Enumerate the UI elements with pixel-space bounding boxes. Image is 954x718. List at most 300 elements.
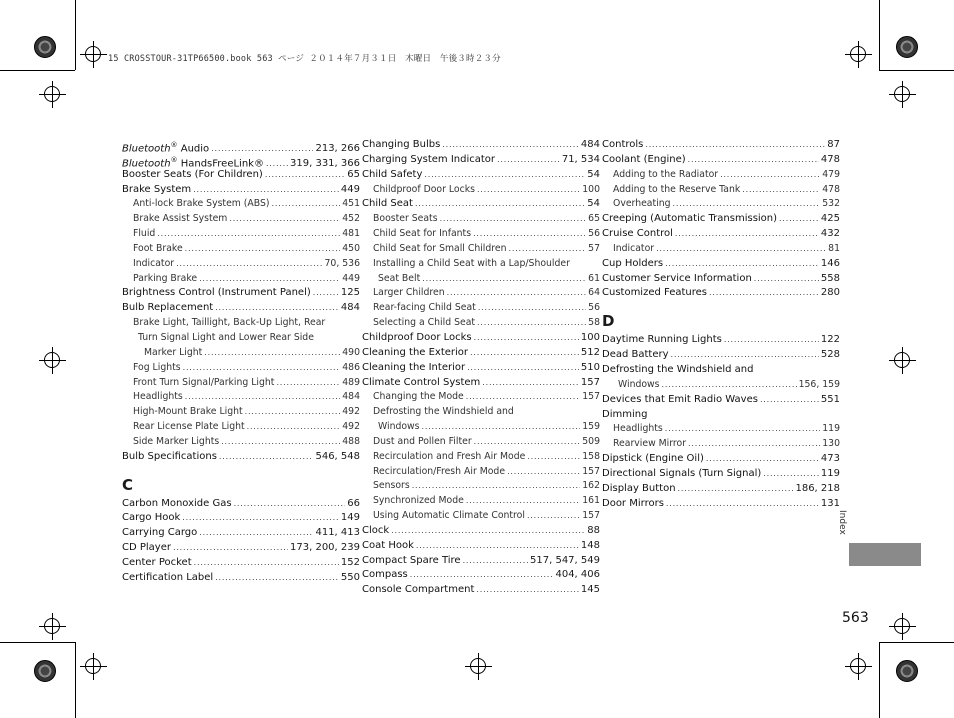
registration-mark-icon bbox=[850, 658, 866, 674]
dot-leader bbox=[706, 452, 819, 467]
registration-mark-icon bbox=[44, 352, 60, 368]
entry-pages: 411, 413 bbox=[315, 527, 360, 539]
entry-pages: 156, 159 bbox=[798, 378, 840, 390]
entry-term: Rear License Plate Light bbox=[133, 421, 245, 433]
color-rosette-icon bbox=[896, 36, 918, 58]
entry-term: Fog Lights bbox=[133, 361, 181, 373]
entry-pages: 146 bbox=[820, 257, 840, 269]
dot-leader bbox=[473, 227, 586, 242]
entry-term: Center Pocket bbox=[122, 556, 192, 568]
dot-leader bbox=[265, 168, 345, 183]
index-subentry bbox=[362, 465, 600, 480]
entry-pages: 449 bbox=[340, 183, 360, 195]
index-side-tab bbox=[849, 543, 921, 566]
entry-term-rest: Audio bbox=[177, 143, 210, 155]
index-entry bbox=[602, 212, 840, 227]
dot-leader bbox=[176, 257, 322, 272]
entry-term-rest: HandsFreeLink® bbox=[177, 158, 264, 170]
entry-term: Controls bbox=[602, 139, 644, 150]
dot-leader bbox=[477, 316, 586, 331]
dot-leader bbox=[229, 212, 340, 227]
entry-pages: 213, 266 bbox=[315, 143, 360, 155]
dot-leader bbox=[182, 511, 339, 526]
index-subentry bbox=[362, 494, 600, 509]
index-entry bbox=[122, 571, 360, 586]
entry-term: Child Seat for Infants bbox=[373, 228, 472, 240]
entry-term: Installing a Child Seat with a Lap/Shoulder bbox=[373, 257, 570, 269]
index-column-3 bbox=[602, 138, 840, 511]
registration-mark-icon bbox=[44, 86, 60, 102]
entry-pages: 512 bbox=[580, 346, 600, 358]
entry-pages: 486 bbox=[342, 361, 360, 373]
entry-pages: 532 bbox=[822, 198, 840, 210]
index-entry bbox=[122, 556, 360, 571]
registration-mark-icon bbox=[85, 658, 101, 674]
dot-leader bbox=[666, 497, 819, 512]
dot-leader bbox=[215, 301, 339, 316]
index-entry bbox=[602, 452, 840, 467]
entry-term: Parking Brake bbox=[133, 272, 198, 284]
dot-leader bbox=[221, 435, 340, 450]
dot-leader bbox=[440, 212, 587, 227]
index-subentry bbox=[122, 212, 360, 227]
entry-pages: 492 bbox=[342, 406, 360, 418]
dot-leader bbox=[673, 197, 821, 212]
entry-pages: 81 bbox=[828, 242, 840, 254]
entry-pages: 58 bbox=[588, 317, 600, 329]
dot-leader bbox=[675, 227, 819, 242]
entry-pages: 130 bbox=[822, 438, 840, 450]
entry-term: Brake Light, Taillight, Back-Up Light, Rear bbox=[133, 317, 326, 329]
dot-leader bbox=[724, 333, 819, 348]
entry-pages: 186, 218 bbox=[795, 482, 840, 494]
entry-term: Brake Assist System bbox=[133, 213, 228, 225]
entry-pages: 173, 200, 239 bbox=[290, 542, 360, 554]
entry-term: Directional Signals (Turn Signal) bbox=[602, 467, 762, 479]
entry-pages: 558 bbox=[820, 272, 840, 284]
index-entry bbox=[362, 554, 600, 569]
dot-leader bbox=[424, 168, 585, 183]
dot-leader bbox=[313, 286, 339, 301]
entry-pages: 65 bbox=[588, 213, 600, 225]
entry-term: Dust and Pollen Filter bbox=[373, 435, 472, 447]
index-subentry bbox=[362, 435, 600, 450]
entry-pages: 490 bbox=[342, 346, 360, 358]
entry-pages: 449 bbox=[342, 272, 360, 284]
entry-term: Child Seat bbox=[362, 198, 413, 210]
dot-leader bbox=[477, 183, 580, 198]
entry-pages: 479 bbox=[822, 168, 840, 180]
entry-term: Bulb Specifications bbox=[122, 450, 217, 462]
index-entry bbox=[362, 583, 600, 598]
dot-leader bbox=[415, 197, 585, 212]
entry-term: Front Turn Signal/Parking Light bbox=[133, 376, 275, 388]
dot-leader bbox=[645, 138, 825, 153]
dot-leader bbox=[157, 227, 340, 242]
entry-term: Indicator bbox=[133, 257, 175, 269]
index-entry bbox=[362, 346, 600, 361]
index-subentry bbox=[362, 227, 600, 242]
entry-pages: 161 bbox=[582, 495, 600, 507]
dot-leader bbox=[754, 272, 819, 287]
index-entry bbox=[602, 348, 840, 363]
index-entry bbox=[122, 301, 360, 316]
color-rosette-icon bbox=[896, 660, 918, 682]
entry-pages: 489 bbox=[342, 376, 360, 388]
index-subentry bbox=[122, 316, 360, 331]
index-entry bbox=[122, 497, 360, 512]
dot-leader bbox=[656, 242, 826, 257]
entry-term: High-Mount Brake Light bbox=[133, 406, 243, 418]
entry-term: Customer Service Information bbox=[602, 272, 752, 284]
index-subentry bbox=[362, 183, 600, 198]
index-subentry bbox=[362, 286, 600, 301]
dot-leader bbox=[662, 378, 797, 393]
entry-term: Childproof Door Locks bbox=[362, 331, 472, 343]
entry-pages: 488 bbox=[342, 435, 360, 447]
entry-term: Foot Brake bbox=[133, 242, 183, 254]
entry-pages: 119 bbox=[822, 423, 840, 435]
entry-term: Cargo Hook bbox=[122, 512, 181, 524]
entry-term: Coolant (Engine) bbox=[602, 153, 686, 165]
index-entry bbox=[122, 138, 360, 153]
index-entry bbox=[602, 467, 840, 482]
entry-pages: 451 bbox=[342, 198, 360, 210]
index-entry bbox=[602, 408, 840, 423]
entry-pages: 159 bbox=[582, 421, 600, 433]
index-column-1 bbox=[122, 138, 360, 586]
entry-term: Carbon Monoxide Gas bbox=[122, 497, 232, 509]
entry-term: Bulb Replacement bbox=[122, 302, 214, 314]
index-subentry bbox=[362, 420, 600, 435]
entry-term: Headlights bbox=[133, 391, 183, 403]
index-subentry bbox=[362, 405, 600, 420]
index-entry bbox=[122, 511, 360, 526]
entry-term: Adding to the Radiator bbox=[613, 168, 719, 180]
entry-pages: 452 bbox=[342, 213, 360, 225]
dot-leader bbox=[497, 153, 560, 168]
dot-leader bbox=[247, 420, 341, 435]
entry-term: Windows bbox=[618, 378, 660, 390]
entry-pages: 56 bbox=[588, 302, 600, 314]
dot-leader bbox=[527, 509, 580, 524]
index-subentry bbox=[602, 437, 840, 452]
dot-leader bbox=[709, 286, 819, 301]
entry-term: Side Marker Lights bbox=[133, 435, 220, 447]
dot-leader bbox=[215, 571, 339, 586]
entry-pages: 492 bbox=[342, 421, 360, 433]
entry-term: Changing Bulbs bbox=[362, 139, 441, 150]
index-subentry bbox=[602, 197, 840, 212]
color-rosette-icon bbox=[34, 660, 56, 682]
index-entry bbox=[602, 138, 840, 153]
dot-leader bbox=[478, 301, 586, 316]
dot-leader bbox=[391, 524, 585, 539]
dot-leader bbox=[763, 467, 819, 482]
entry-term: Child Seat for Small Children bbox=[373, 242, 507, 254]
entry-term: Windows bbox=[378, 421, 420, 433]
index-subentry bbox=[122, 420, 360, 435]
index-entry bbox=[602, 363, 840, 378]
entry-pages: 64 bbox=[588, 287, 600, 299]
registered-mark: ® bbox=[170, 141, 178, 149]
entry-term: Display Button bbox=[602, 482, 676, 494]
entry-pages: 71, 534 bbox=[561, 153, 600, 165]
dot-leader bbox=[466, 390, 581, 405]
dot-leader bbox=[466, 494, 580, 509]
entry-pages: 484 bbox=[580, 139, 600, 150]
entry-pages: 550 bbox=[340, 571, 360, 583]
section-letter: D bbox=[602, 312, 615, 331]
entry-pages: 484 bbox=[340, 302, 360, 314]
dot-leader bbox=[422, 272, 586, 287]
entry-term: Devices that Emit Radio Waves bbox=[602, 393, 758, 405]
entry-pages: 54 bbox=[587, 168, 600, 180]
index-subentry bbox=[362, 509, 600, 524]
index-subentry bbox=[362, 272, 600, 287]
index-entry bbox=[122, 526, 360, 541]
index-entry bbox=[122, 286, 360, 301]
index-subentry bbox=[122, 331, 360, 346]
entry-term: Dead Battery bbox=[602, 349, 669, 361]
index-subentry bbox=[122, 272, 360, 287]
entry-term: Cleaning the Interior bbox=[362, 361, 466, 373]
dot-leader bbox=[194, 556, 339, 571]
entry-pages: 158 bbox=[582, 450, 600, 462]
entry-term: Recirculation and Fresh Air Mode bbox=[373, 450, 526, 462]
index-entry bbox=[362, 138, 600, 153]
entry-term: Child Safety bbox=[362, 168, 423, 180]
dot-leader bbox=[183, 361, 341, 376]
index-subentry bbox=[362, 316, 600, 331]
dot-leader bbox=[760, 393, 819, 408]
dot-leader bbox=[219, 450, 314, 465]
dot-leader bbox=[688, 437, 820, 452]
entry-term-italic: Bluetooth bbox=[122, 143, 171, 155]
entry-pages: 404, 406 bbox=[555, 569, 600, 581]
entry-term: Dipstick (Engine Oil) bbox=[602, 453, 704, 465]
index-entry bbox=[362, 376, 600, 391]
entry-pages: 119 bbox=[820, 467, 840, 479]
entry-pages: 131 bbox=[820, 497, 840, 509]
index-subentry bbox=[362, 390, 600, 405]
dot-leader bbox=[442, 138, 579, 153]
index-subentry bbox=[362, 257, 600, 272]
index-subentry bbox=[122, 376, 360, 391]
index-entry bbox=[362, 168, 600, 183]
dot-leader bbox=[245, 405, 341, 420]
entry-term: Compass bbox=[362, 569, 408, 581]
dot-leader bbox=[665, 422, 820, 437]
entry-term: Synchronized Mode bbox=[373, 495, 464, 507]
registration-mark-icon bbox=[894, 352, 910, 368]
entry-pages: 122 bbox=[820, 334, 840, 346]
entry-pages: 517, 547, 549 bbox=[530, 554, 600, 566]
dot-leader bbox=[527, 450, 580, 465]
entry-term: Rear-facing Child Seat bbox=[373, 302, 476, 314]
dot-leader bbox=[412, 479, 581, 494]
entry-pages: 510 bbox=[580, 361, 600, 373]
entry-term: Brightness Control (Instrument Panel) bbox=[122, 287, 311, 299]
dot-leader bbox=[422, 420, 581, 435]
entry-pages: 152 bbox=[340, 556, 360, 568]
entry-term: Defrosting the Windshield and bbox=[373, 406, 514, 418]
dot-leader bbox=[467, 361, 579, 376]
entry-term: Booster Seats bbox=[373, 213, 438, 225]
entry-pages: 280 bbox=[820, 287, 840, 299]
dot-leader bbox=[482, 376, 579, 391]
dot-leader bbox=[185, 242, 341, 257]
entry-term: Adding to the Reserve Tank bbox=[613, 183, 741, 195]
index-subentry bbox=[122, 346, 360, 361]
entry-term: Turn Signal Light and Lower Rear Side bbox=[138, 331, 314, 343]
index-entry bbox=[362, 153, 600, 168]
dot-leader bbox=[720, 168, 820, 183]
dot-leader bbox=[509, 242, 587, 257]
entry-term: Indicator bbox=[613, 242, 655, 254]
entry-pages: 100 bbox=[580, 331, 600, 343]
index-subentry bbox=[362, 479, 600, 494]
index-column-2 bbox=[362, 138, 600, 598]
registration-mark-icon bbox=[44, 618, 60, 634]
index-entry bbox=[602, 482, 840, 497]
entry-pages: 481 bbox=[342, 228, 360, 240]
entry-term: Rearview Mirror bbox=[613, 438, 687, 450]
index-entry bbox=[602, 497, 840, 512]
entry-pages: 546, 548 bbox=[315, 450, 360, 462]
index-subentry bbox=[122, 257, 360, 272]
entry-pages: 473 bbox=[820, 453, 840, 465]
entry-pages: 87 bbox=[827, 139, 840, 150]
entry-term: Using Automatic Climate Control bbox=[373, 510, 525, 522]
index-entry bbox=[602, 272, 840, 287]
entry-pages: 145 bbox=[580, 584, 600, 596]
index-entry bbox=[602, 393, 840, 408]
index-subentry bbox=[122, 405, 360, 420]
entry-term: Headlights bbox=[613, 423, 663, 435]
dot-leader bbox=[416, 539, 579, 554]
entry-term: Selecting a Child Seat bbox=[373, 317, 476, 329]
index-entry bbox=[602, 227, 840, 242]
entry-pages: 57 bbox=[588, 242, 600, 254]
entry-term: Defrosting the Windshield and bbox=[602, 363, 754, 375]
registration-mark-icon bbox=[470, 658, 486, 674]
index-subentry bbox=[122, 242, 360, 257]
index-entry bbox=[122, 541, 360, 556]
dot-leader bbox=[671, 348, 819, 363]
entry-term: Creeping (Automatic Transmission) bbox=[602, 213, 778, 225]
index-entry bbox=[362, 361, 600, 376]
entry-pages: 432 bbox=[820, 228, 840, 240]
entry-pages: 66 bbox=[347, 497, 360, 509]
registration-mark-icon bbox=[894, 86, 910, 102]
dot-leader bbox=[199, 272, 340, 287]
entry-term-italic: Bluetooth bbox=[122, 158, 171, 170]
entry-pages: 425 bbox=[820, 213, 840, 225]
dot-leader bbox=[447, 286, 587, 301]
dot-leader bbox=[272, 197, 341, 212]
entry-pages: 148 bbox=[580, 539, 600, 551]
entry-term: Booster Seats (For Children) bbox=[122, 168, 263, 180]
dot-leader bbox=[185, 390, 340, 405]
index-subentry bbox=[122, 361, 360, 376]
entry-term: Fluid bbox=[133, 228, 156, 240]
index-subentry bbox=[602, 422, 840, 437]
entry-term: Daytime Running Lights bbox=[602, 334, 722, 346]
index-entry bbox=[602, 257, 840, 272]
dot-leader bbox=[410, 568, 554, 583]
entry-term: Coat Hook bbox=[362, 539, 414, 551]
entry-term: Cleaning the Exterior bbox=[362, 346, 469, 358]
entry-pages: 450 bbox=[342, 242, 360, 254]
dot-leader bbox=[476, 583, 579, 598]
index-entry bbox=[362, 568, 600, 583]
registration-mark-icon bbox=[850, 46, 866, 62]
entry-pages: 484 bbox=[342, 391, 360, 403]
entry-pages: 149 bbox=[340, 512, 360, 524]
page-number: 563 bbox=[842, 610, 869, 626]
index-subentry bbox=[122, 227, 360, 242]
entry-pages: 88 bbox=[587, 524, 600, 536]
index-subentry bbox=[122, 197, 360, 212]
entry-pages: 65 bbox=[347, 168, 360, 180]
index-entry bbox=[602, 333, 840, 348]
entry-term: Clock bbox=[362, 524, 390, 536]
index-subentry bbox=[602, 378, 840, 393]
index-subentry bbox=[362, 212, 600, 227]
index-entry bbox=[362, 524, 600, 539]
entry-term: Anti-lock Brake System (ABS) bbox=[133, 198, 270, 210]
entry-pages: 125 bbox=[340, 287, 360, 299]
entry-term: Cup Holders bbox=[602, 257, 664, 269]
index-subentry bbox=[362, 450, 600, 465]
entry-term: Carrying Cargo bbox=[122, 527, 198, 539]
entry-pages: 157 bbox=[582, 391, 600, 403]
registration-mark-icon bbox=[85, 46, 101, 62]
entry-pages: 157 bbox=[580, 376, 600, 388]
index-entry bbox=[122, 168, 360, 183]
index-subentry bbox=[602, 183, 840, 198]
index-entry bbox=[602, 286, 840, 301]
entry-term: Console Compartment bbox=[362, 584, 475, 596]
entry-pages: 100 bbox=[582, 183, 600, 195]
dot-leader bbox=[665, 257, 819, 272]
dot-leader bbox=[276, 376, 340, 391]
index-entry bbox=[602, 153, 840, 168]
entry-term: Customized Features bbox=[602, 287, 708, 299]
entry-term: Seat Belt bbox=[378, 272, 421, 284]
entry-term: Brake System bbox=[122, 183, 192, 195]
entry-term: Sensors bbox=[373, 480, 410, 492]
registration-mark-icon bbox=[894, 618, 910, 634]
entry-term: Cruise Control bbox=[602, 228, 673, 240]
dot-leader bbox=[463, 554, 528, 569]
entry-term: Childproof Door Locks bbox=[373, 183, 475, 195]
color-rosette-icon bbox=[34, 36, 56, 58]
entry-term: CD Player bbox=[122, 542, 171, 554]
dot-leader bbox=[742, 183, 820, 198]
dot-leader bbox=[678, 482, 794, 497]
dot-leader bbox=[199, 526, 313, 541]
entry-pages: 162 bbox=[582, 480, 600, 492]
entry-pages: 54 bbox=[587, 198, 600, 210]
dot-leader bbox=[173, 541, 288, 556]
print-header: 15 CROSSTOUR-31TP66500.book 563 ページ ２０１４年７月３１日 木曜日 午後３時２３分 bbox=[108, 54, 501, 64]
dot-leader bbox=[234, 497, 346, 512]
registered-mark: ® bbox=[170, 155, 178, 164]
entry-term: Changing the Mode bbox=[373, 391, 464, 403]
section-letter: C bbox=[122, 475, 134, 494]
